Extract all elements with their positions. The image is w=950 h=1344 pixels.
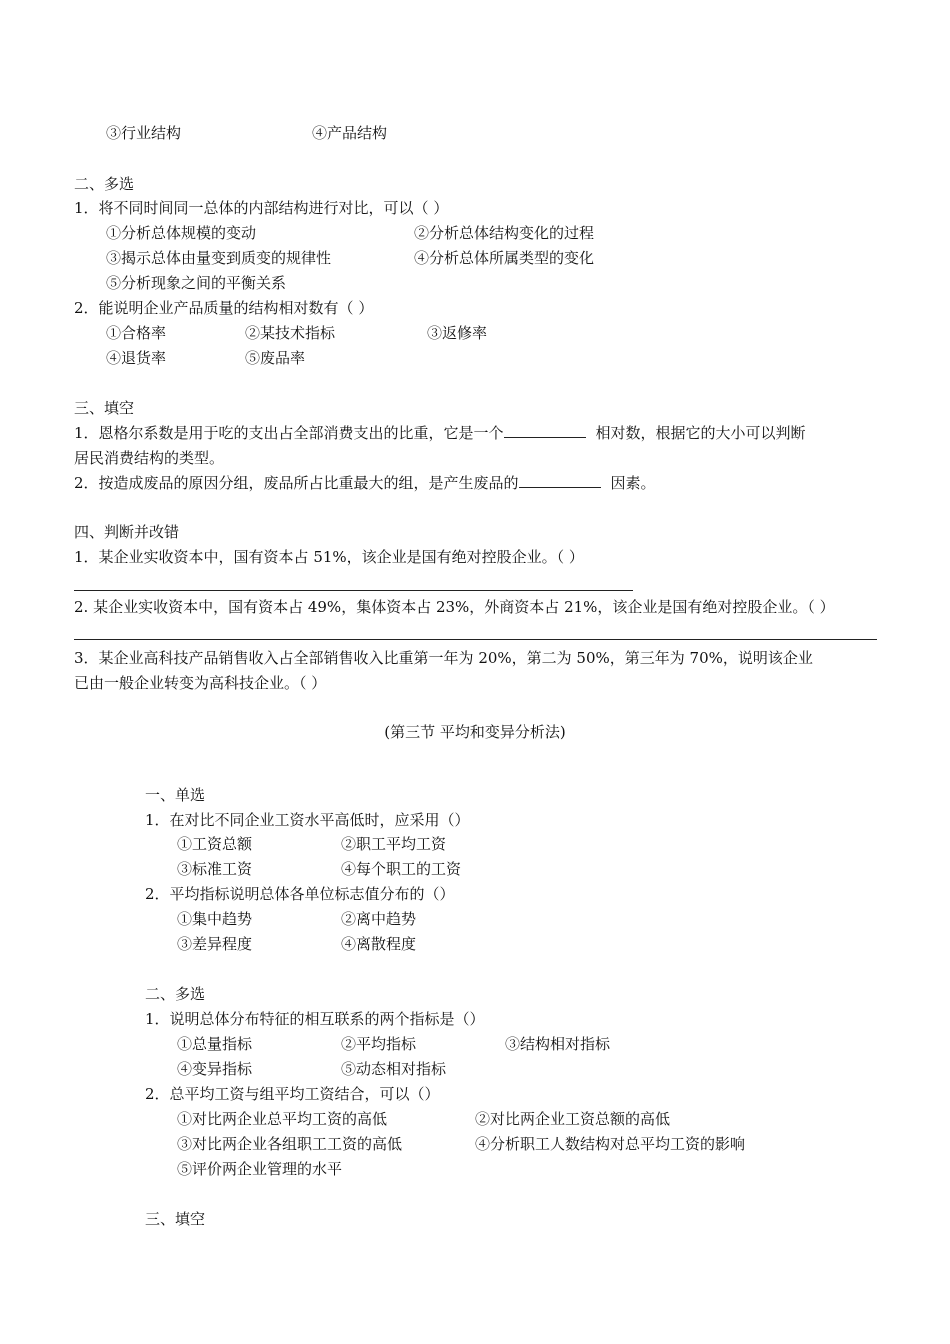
option: ①对比两企业总平均工资的高低	[177, 1110, 388, 1128]
option: ⑤评价两企业管理的水平	[177, 1160, 343, 1178]
option: ②某技术指标	[245, 324, 336, 342]
question-stem: 1．说明总体分布特征的相互联系的两个指标是（）	[145, 1010, 485, 1028]
fill-question-text: 1．恩格尔系数是用于吃的支出占全部消费支出的比重，它是一个	[74, 424, 504, 442]
question-stem: 2．平均指标说明总体各单位标志值分布的（）	[145, 885, 455, 903]
heading-fill-in: 三、填空	[74, 399, 135, 417]
heading-multiple-choice: 二、多选	[74, 175, 135, 193]
fill-question-text: 因素。	[610, 474, 656, 492]
answer-line[interactable]	[74, 639, 877, 640]
option: ①分析总体规模的变动	[106, 224, 257, 242]
judge-question-3: 3．某企业高科技产品销售收入占全部销售收入比重第一年为 20%，第二为 50%，第三年为 70%，说明该企业	[74, 649, 813, 667]
option: ②平均指标	[341, 1035, 417, 1053]
option: ④退货率	[106, 349, 167, 367]
option: ③对比两企业各组职工工资的高低	[177, 1135, 403, 1153]
answer-line[interactable]	[74, 590, 633, 591]
fill-question-text: 相对数，根据它的大小可以判断	[595, 424, 806, 442]
option: ⑤分析现象之间的平衡关系	[106, 274, 287, 292]
heading-multiple-choice: 二、多选	[145, 985, 206, 1003]
section-title: (第三节 平均和变异分析法)	[384, 723, 566, 741]
heading-fill-in: 三、填空	[145, 1210, 206, 1228]
option: ②职工平均工资	[341, 835, 447, 853]
option: ②分析总体结构变化的过程	[414, 224, 595, 242]
option: ⑤动态相对指标	[341, 1060, 447, 1078]
fill-question-text: 居民消费结构的类型。	[74, 449, 225, 467]
option: ③揭示总体由量变到质变的规律性	[106, 249, 332, 267]
judge-question-3-cont: 已由一般企业转变为高科技企业。（ ）	[74, 674, 327, 692]
option: ③标准工资	[177, 860, 253, 878]
option: ④离散程度	[341, 935, 417, 953]
option: ③返修率	[427, 324, 488, 342]
option: ①工资总额	[177, 835, 253, 853]
option: ④每个职工的工资	[341, 860, 462, 878]
option: ①合格率	[106, 324, 167, 342]
option-4-product-structure: ④产品结构	[312, 124, 388, 142]
answer-blank[interactable]	[519, 487, 601, 488]
fill-question-text: 2．按造成废品的原因分组，废品所占比重最大的组，是产生废品的	[74, 474, 519, 492]
option: ④变异指标	[177, 1060, 253, 1078]
heading-single-choice: 一、单选	[145, 786, 206, 804]
question-stem: 2．能说明企业产品质量的结构相对数有（ ）	[74, 299, 374, 317]
question-stem: 1．在对比不同企业工资水平高低时，应采用（）	[145, 811, 470, 829]
fill-question-2	[74, 473, 656, 493]
option: ①总量指标	[177, 1035, 253, 1053]
option-3-industry-structure: ③行业结构	[106, 124, 182, 142]
option: ③结构相对指标	[505, 1035, 611, 1053]
heading-judge-correct: 四、判断并改错	[74, 523, 180, 541]
option: ③差异程度	[177, 935, 253, 953]
option: ①集中趋势	[177, 910, 253, 928]
option: ②对比两企业工资总额的高低	[475, 1110, 671, 1128]
judge-question-1: 1．某企业实收资本中，国有资本占 51%，该企业是国有绝对控股企业。（ ）	[74, 548, 584, 566]
option: ④分析职工人数结构对总平均工资的影响	[475, 1135, 746, 1153]
question-stem: 1．将不同时间同一总体的内部结构进行对比，可以（ ）	[74, 199, 449, 217]
option: ⑤废品率	[245, 349, 306, 367]
option: ②离中趋势	[341, 910, 417, 928]
answer-blank[interactable]	[504, 437, 586, 438]
option: ④分析总体所属类型的变化	[414, 249, 595, 267]
fill-question-1	[74, 423, 806, 443]
judge-question-2: 2. 某企业实收资本中，国有资本占 49%，集体资本占 23%，外商资本占 21%，该企业是国有绝对控股企业。（ ）	[74, 598, 835, 616]
question-stem: 2．总平均工资与组平均工资结合，可以（）	[145, 1085, 440, 1103]
